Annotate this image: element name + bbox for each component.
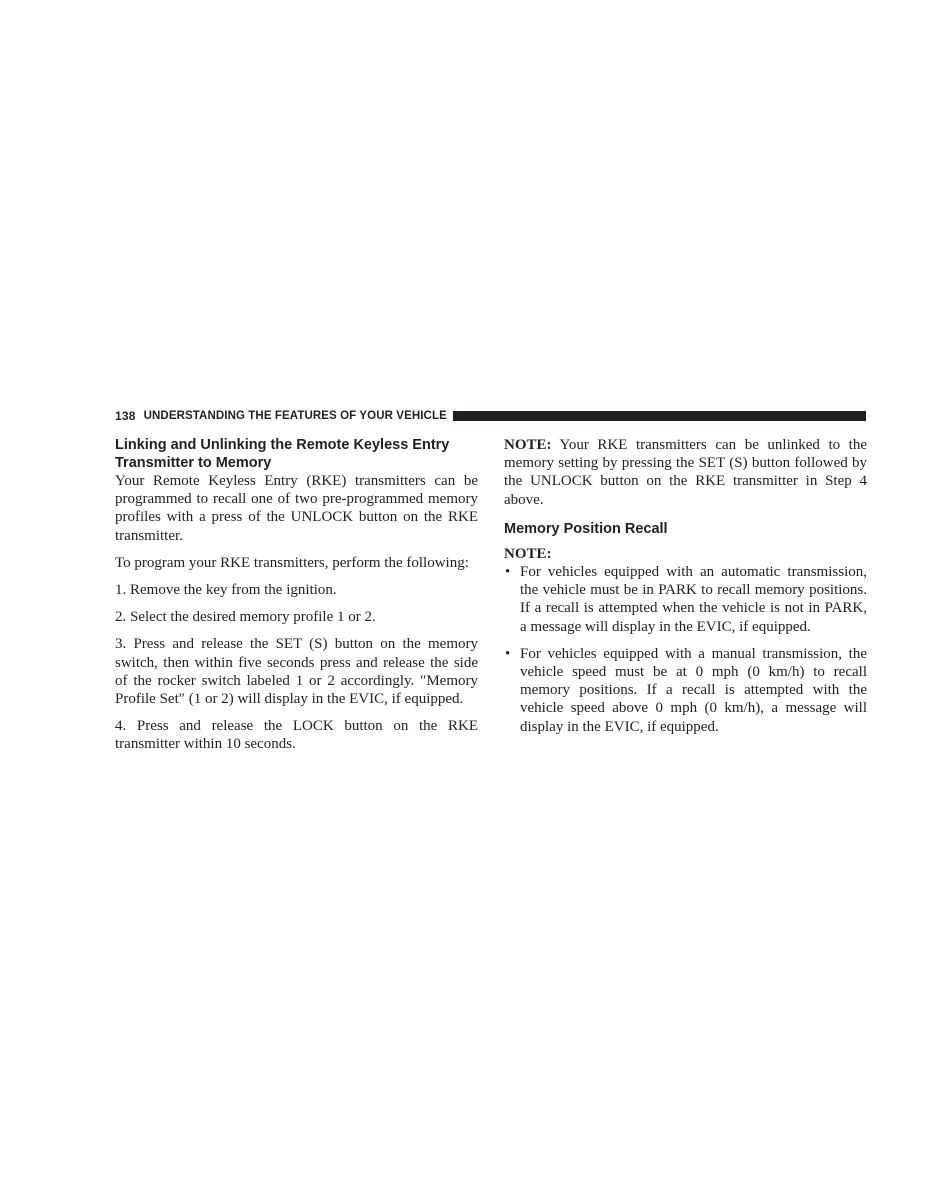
section-heading-linking: Linking and Unlinking the Remote Keyless Entry Transmitter to Memory (115, 437, 450, 471)
unlink-note-paragraph (504, 436, 867, 509)
intro-paragraph: Your Remote Keyless Entry (RKE) transmitters can be programmed to recall one of two pre-programmed memory profiles with a press of the UNLOCK button on the RKE transmitter. (115, 473, 478, 544)
page-number: 138 (115, 409, 136, 423)
bullet-icon: • (505, 645, 511, 662)
page-header (115, 408, 866, 424)
section-heading-recall: Memory Position Recall (504, 520, 668, 537)
bullet-text: For vehicles equipped with an automatic transmission, the vehicle must be in PARK to recall memory positions. If a recall is attempted when the vehicle is not in PARK, a message will display in the EVIC, if equipped. (520, 564, 867, 635)
running-head: UNDERSTANDING THE FEATURES OF YOUR VEHICLE (143, 410, 447, 422)
bullet-text: For vehicles equipped with a manual transmission, the vehicle speed must be at 0 mph (0 km/h) to recall memory positions. If a recall is attempted with the vehicle speed above 0 mph (0 km/h), a message will display in the EVIC, if equipped. (520, 645, 867, 735)
list-item (504, 563, 867, 636)
left-column (115, 436, 478, 754)
bullet-icon: • (505, 564, 511, 581)
program-intro-paragraph: To program your RKE transmitters, perform the following: (115, 554, 469, 571)
step-4: 4. Press and release the LOCK button on the RKE transmitter within 10 seconds. (115, 718, 478, 753)
step-2: 2. Select the desired memory profile 1 or 2. (115, 609, 376, 626)
header-rule-bar (453, 411, 866, 421)
recall-bullet-list (504, 563, 867, 736)
step-1: 1. Remove the key from the ignition. (115, 582, 337, 599)
right-column (504, 436, 867, 736)
note-text: Your RKE transmitters can be unlinked to the memory setting by pressing the SET (S) button followed by the UNLOCK button on the RKE transmitter in Step 4 above. (504, 437, 867, 508)
list-item (504, 645, 867, 736)
note-label: NOTE: (504, 437, 552, 453)
step-3: 3. Press and release the SET (S) button on the memory switch, then within five seconds press and release the side of the rocker switch labeled 1 or 2 accordingly. ″Memory Profile Set″ (1 or 2) will display in the EVIC, if equipped. (115, 636, 478, 708)
note-label-recall: NOTE: (504, 545, 552, 562)
